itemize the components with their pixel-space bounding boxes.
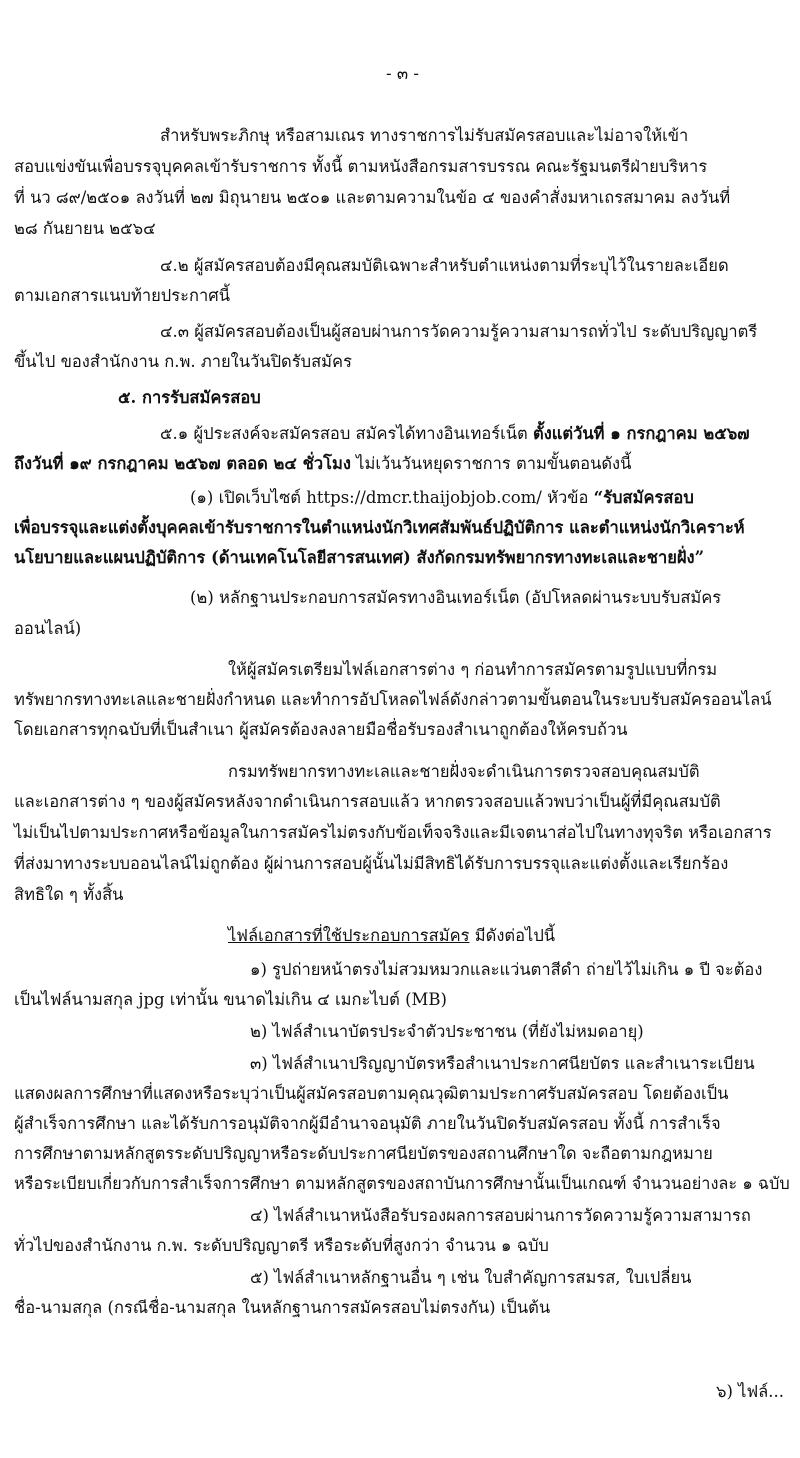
paragraph-line: การศึกษาตามหลักสูตรระดับปริญญาหรือระดับประกาศนียบัตรของสถานศึกษาใด จะถือตามกฎหมาย xyxy=(14,1144,713,1163)
paragraph-line: โดยเอกสารทุกฉบับที่เป็นสำเนา ผู้สมัครต้องลงลายมือชื่อรับรองสำเนาถูกต้องให้ครบถ้วน xyxy=(14,720,628,739)
list-item: ๒) ไฟล์สำเนาบัตรประจำตัวประชาชน (ที่ยังไม่หมดอายุ) xyxy=(250,1022,644,1041)
paragraph-line: ขึ้นไป ของสำนักงาน ก.พ. ภายในวันปิดรับสมัคร xyxy=(14,352,352,371)
section-heading: ๕. การรับสมัครสอบ xyxy=(118,388,261,407)
date-span: ตั้งแต่วันที่ ๑ กรกฎาคม ๒๕๖๗ xyxy=(532,424,750,443)
paragraph-line xyxy=(190,486,694,510)
paragraph-line: สำหรับพระภิกษุ หรือสามเณร ทางราชการไม่รับสมัครสอบและไม่อาจให้เข้า xyxy=(160,126,689,145)
paragraph-line: ๒๘ กันยายน ๒๕๖๔ xyxy=(14,219,156,238)
text-span: มีดังต่อไปนี้ xyxy=(474,926,556,945)
page-number: - ๓ - xyxy=(386,64,419,83)
list-item: ๑) รูปถ่ายหน้าตรงไม่สวมหมวกและแว่นตาสีดำ ถ่ายไว้ไม่เกิน ๑ ปี จะต้อง xyxy=(250,960,763,979)
paragraph-line: เป็นไฟล์นามสกุล jpg เท่านั้น ขนาดไม่เกิน ๔ เมกะไบต์ (MB) xyxy=(14,990,447,1009)
paragraph-line: ให้ผู้สมัครเตรียมไฟล์เอกสารต่าง ๆ ก่อนทำการสมัครตามรูปแบบที่กรม xyxy=(228,660,718,679)
paragraph-line: เพื่อบรรจุและแต่งตั้งบุคคลเข้ารับราชการในตำแหน่งนักวิเทศสัมพันธ์ปฏิบัติการ และตำแหน่งนักวิเคราะห์ xyxy=(14,518,745,537)
paragraph-line: ชื่อ-นามสกุล (กรณีชื่อ-นามสกุล ในหลักฐานการสมัครสอบไม่ตรงกัน) เป็นต้น xyxy=(14,1298,551,1317)
subheading-line xyxy=(228,924,555,948)
underlined-heading: ไฟล์เอกสารที่ใช้ประกอบการสมัคร xyxy=(228,926,470,945)
paragraph-line xyxy=(14,452,631,476)
paragraph-line: ๔.๒ ผู้สมัครสอบต้องมีคุณสมบัติเฉพาะสำหรับตำแหน่งตามที่ระบุไว้ในรายละเอียด xyxy=(160,256,729,275)
paragraph-line: และเอกสารต่าง ๆ ของผู้สมัครหลังจากดำเนินการสอบแล้ว หากตรวจสอบแล้วพบว่าเป็นผู้ที่มีคุณสมบัติ xyxy=(14,792,721,811)
paragraph-line: กรมทรัพยากรทางทะเลและชายฝั่งจะดำเนินการตรวจสอบคุณสมบัติ xyxy=(228,762,700,781)
paragraph-line: ทั่วไปของสำนักงาน ก.พ. ระดับปริญญาตรี หรือระดับที่สูงกว่า จำนวน ๑ ฉบับ xyxy=(14,1236,549,1255)
text-span: ๕.๑ ผู้ประสงค์จะสมัครสอบ สมัครได้ทางอินเทอร์เน็ต xyxy=(160,424,528,443)
paragraph-line xyxy=(160,422,750,446)
paragraph-line: นโยบายและแผนปฏิบัติการ (ด้านเทคโนโลยีสารสนเทศ) สังกัดกรมทรัพยากรทางทะเลและชายฝั่ง” xyxy=(14,548,705,567)
continuation-marker: ๖) ไฟล์... xyxy=(716,1382,784,1401)
paragraph-line: ทรัพยากรทางทะเลและชายฝั่งกำหนด และทำการอัปโหลดไฟล์ดังกล่าวตามขั้นตอนในระบบรับสมัครออนไลน์ xyxy=(14,690,772,709)
paragraph-line: (๒) หลักฐานประกอบการสมัครทางอินเทอร์เน็ต (อัปโหลดผ่านระบบรับสมัคร xyxy=(190,588,722,607)
paragraph-line: ผู้สำเร็จการศึกษา และได้รับการอนุมัติจากผู้มีอำนาจอนุมัติ ภายในวันปิดรับสมัครสอบ ทั้งนี้ การสำเร็จ xyxy=(14,1114,721,1133)
list-item: ๔) ไฟล์สำเนาหนังสือรับรองผลการสอบผ่านการวัดความรู้ความสามารถ xyxy=(250,1206,751,1225)
paragraph-line: ที่ นว ๘๙/๒๕๐๑ ลงวันที่ ๒๗ มิถุนายน ๒๕๐๑ และตามความในข้อ ๔ ของคำสั่งมหาเถรสมาคม ลงวันที่ xyxy=(14,188,731,207)
paragraph-line: แสดงผลการศึกษาที่แสดงหรือระบุว่าเป็นผู้สมัครสอบตามคุณวุฒิตามประกาศรับสมัครสอบ โดยต้องเป็น xyxy=(14,1084,729,1103)
paragraph-line: ที่ส่งมาทางระบบออนไลน์ไม่ถูกต้อง ผู้ผ่านการสอบผู้นั้นไม่มีสิทธิได้รับการบรรจุและแต่งตั้งและเรียกร้อง xyxy=(14,854,729,873)
list-item: ๕) ไฟล์สำเนาหลักฐานอื่น ๆ เช่น ใบสำคัญการสมรส, ใบเปลี่ยน xyxy=(250,1268,692,1287)
paragraph-line: ตามเอกสารแนบท้ายประกาศนี้ xyxy=(14,286,230,305)
text-span: ไม่เว้นวันหยุดราชการ ตามขั้นตอนดังนี้ xyxy=(356,454,632,473)
text-span: (๑) เปิดเว็บไซต์ https://dmcr.thaijobjob.com/ หัวข้อ xyxy=(190,488,589,507)
paragraph-line: ๔.๓ ผู้สมัครสอบต้องเป็นผู้สอบผ่านการวัดความรู้ความสามารถทั่วไป ระดับปริญญาตรี xyxy=(160,322,758,341)
topic-span: “รับสมัครสอบ xyxy=(593,488,694,507)
paragraph-line: หรือระเบียบเกี่ยวกับการสำเร็จการศึกษา ตามหลักสูตรของสถาบันการศึกษานั้นเป็นเกณฑ์ จำนวนอย่างละ ๑ ฉบับ xyxy=(14,1174,790,1193)
paragraph-line: ไม่เป็นไปตามประกาศหรือข้อมูลในการสมัครไม่ตรงกับข้อเท็จจริงและมีเจตนาส่อไปในทางทุจริต หรือเอกสาร xyxy=(14,823,772,842)
list-item: ๓) ไฟล์สำเนาปริญญาบัตรหรือสำเนาประกาศนียบัตร และสำเนาระเบียน xyxy=(250,1054,755,1073)
paragraph-line: สิทธิใด ๆ ทั้งสิ้น xyxy=(14,885,124,904)
date-span: ถึงวันที่ ๑๙ กรกฎาคม ๒๕๖๗ ตลอด ๒๔ ชั่วโมง xyxy=(14,454,351,473)
paragraph-line: สอบแข่งขันเพื่อบรรจุบุคคลเข้ารับราชการ ทั้งนี้ ตามหนังสือกรมสารบรรณ คณะรัฐมนตรีฝ่ายบริหาร xyxy=(14,157,708,176)
paragraph-line: ออนไลน์) xyxy=(14,619,82,638)
